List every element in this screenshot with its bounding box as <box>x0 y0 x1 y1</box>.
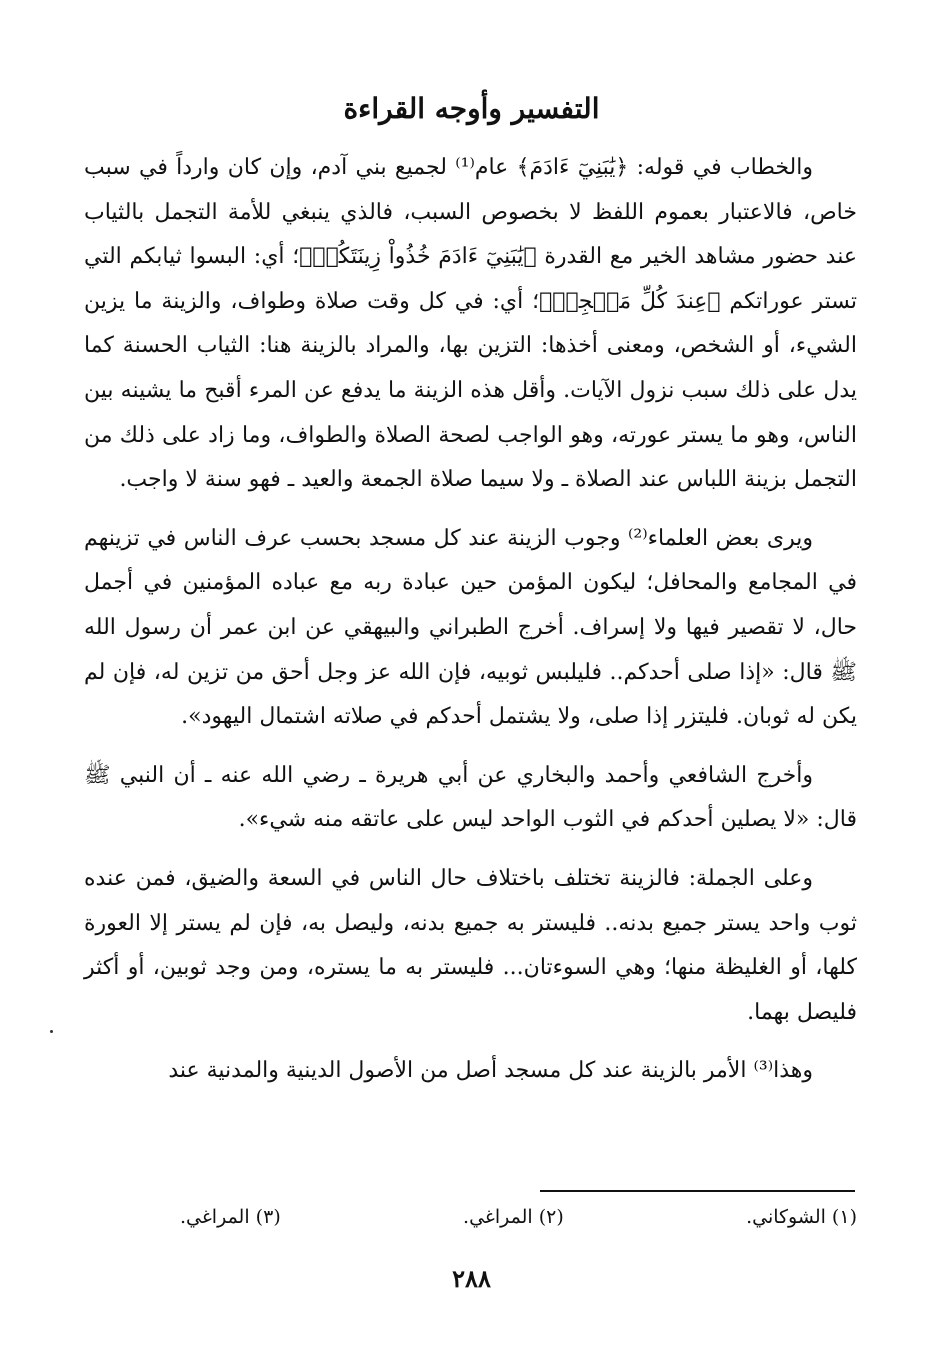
paragraph-2: ويرى بعض العلماء⁽²⁾ وجوب الزينة عند كل مسجد بحسب عرف الناس في تزينهم في المجامع والمحافل؛ ليكون المؤمن حين عبادة ربه مع عباده المؤمنين في أجمل حال، لا تقصير فيها ولا إسراف. أخرج الطبراني والبيهقي عن ابن عمر أن رسول الله ﷺ قال: «إذا صلى أحدكم.. فليلبس ثوبيه، فإن الله عز وجل أحق من تزين له، فإن لم يكن له ثوبان. فليتزر إذا صلى، ولا يشتمل أحدكم في صلاته اشتمال اليهود». <box>84 525 857 730</box>
scan-speck <box>50 1030 53 1033</box>
footnote-divider <box>540 1190 855 1192</box>
footnote-3: (٣) المراغي. <box>180 1206 281 1228</box>
paragraph-5: وهذا⁽³⁾ الأمر بالزينة عند كل مسجد أصل من الأصول الدينية والمدنية عند <box>168 1058 813 1084</box>
paragraph-4: وعلى الجملة: فالزينة تختلف باختلاف حال الناس في السعة والضيق، فمن عنده ثوب واحد يستر جميع بدنه.. فليستر به جميع بدنه، وليصل به، فإن لم يستر إلا العورة كلها، أو الغليظة منها؛ وهي السوءتان... فليستر به ما يستره، ومن وجد ثوبين، أو أكثر فليصل بهما. <box>84 865 857 1025</box>
footnote-2: (٢) المراغي. <box>463 1206 564 1228</box>
page-title: التفسير وأوجه القراءة <box>343 92 600 125</box>
paragraph-3: وأخرج الشافعي وأحمد والبخاري عن أبي هريرة ـ رضي الله عنه ـ أن النبي ﷺ قال: «لا يصلين أحدكم في الثوب الواحد ليس على عاتقه منه شيء». <box>84 762 857 833</box>
footnotes <box>180 1206 857 1228</box>
page-number: ٢٨٨ <box>452 1264 491 1293</box>
paragraph-1: والخطاب في قوله: ﴿يَٰبَنِيٓ ءَادَمَ﴾ عام⁽¹⁾ لجميع بني آدم، وإن كان وارداً في سبب خاص، فالاعتبار بعموم اللفظ لا بخصوص السبب، فالذي ينبغي للأمة التجمل بالثياب عند حضور مشاهد الخير مع القدرة ﴿يَٰبَنِيٓ ءَادَمَ خُذُواْ زِينَتَكُمۡ﴾؛ أي: البسوا ثيابكم التي تستر عوراتكم ﴿عِندَ كُلِّ مَسۡجِدٖ﴾؛ أي: في كل وقت صلاة وطواف، والزينة ما يزين الشيء، أو الشخص، ومعنى أخذها: التزين بها، والمراد بالزينة هنا: الثياب الحسنة كما يدل على ذلك سبب نزول الآيات. وأقل هذه الزينة ما يدفع عن المرء أقبح ما يشينه بين الناس، وهو ما يستر عورته، وهو الواجب لصحة الصلاة والطواف، وما زاد على ذلك من التجمل بزينة اللباس عند الصلاة ـ ولا سيما صلاة الجمعة والعيد ـ فهو سنة لا واجب. <box>84 155 857 493</box>
footnote-1: (١) الشوكاني. <box>746 1206 857 1228</box>
body-text <box>84 146 857 1108</box>
